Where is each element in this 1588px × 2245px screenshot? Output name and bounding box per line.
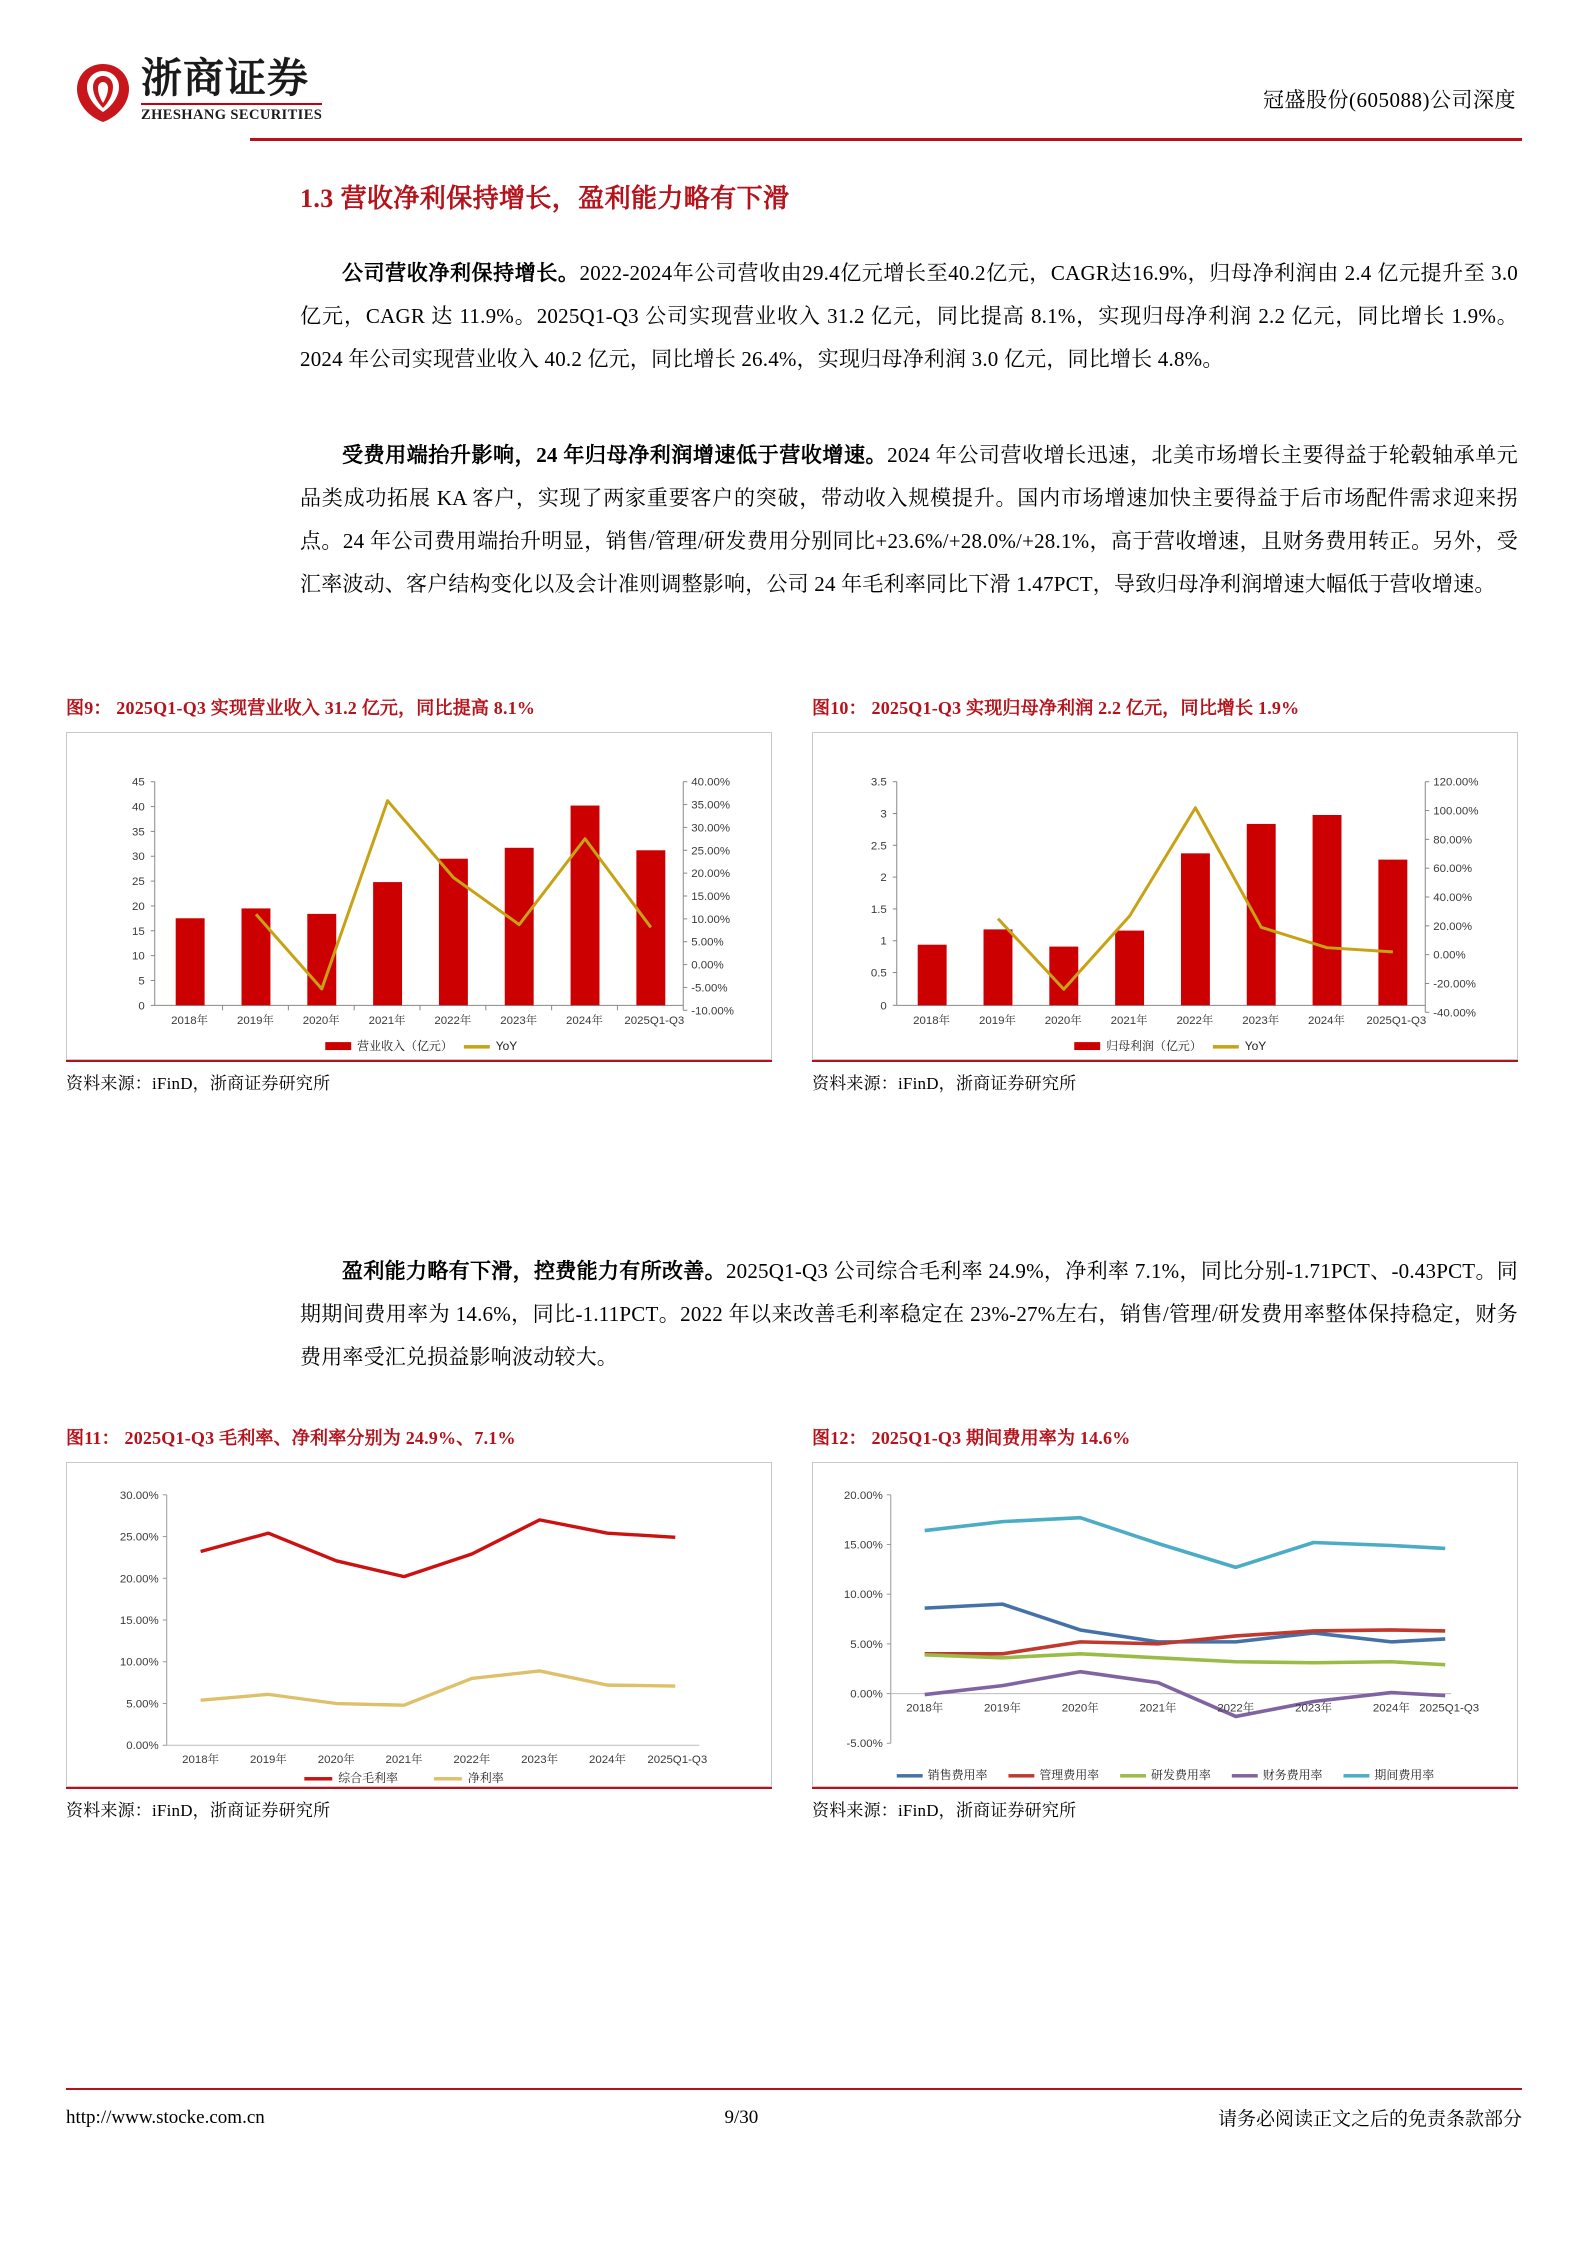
fig9-legend [325,1038,517,1053]
figure-9-caption: 图9： 2025Q1-Q3 实现营业收入 31.2 亿元，同比提高 8.1% [66,698,536,718]
figure-12 [812,1424,1518,1821]
svg-text:财务费用率: 财务费用率 [1262,1768,1323,1783]
fig9-x-labels [171,1005,684,1027]
figure-11-chart [66,1462,772,1787]
svg-text:2023年: 2023年 [1295,1702,1333,1715]
svg-text:-40.00%: -40.00% [1433,1007,1476,1020]
svg-text:归母利润（亿元）: 归母利润（亿元） [1106,1039,1202,1054]
paragraph-2-body: 2024 年公司营收增长迅速，北美市场增长主要得益于轮毂轴承单元品类成功拓展 KA 客户，实现了两家重要客户的突破，带动收入规模提升。国内市场增速加快主要得益于后市场配件需求迎来拐点。24 年公司费用端抬升明显，销售/管理/研发费用分别同比+23.6%/+28.0%/+28.1%，高于营收增速，且财务费用转正。另外，受汇率波动、客户结构变化以及会计准则调整影响，公司 24 年毛利率同比下滑 1.47PCT，导致归母净利润增速大幅低于营收增速。 [300,443,1518,596]
footer-divider [66,2088,1522,2090]
svg-text:30.00%: 30.00% [119,1489,159,1502]
svg-text:0.00%: 0.00% [691,959,724,972]
margin-line-chart [67,1463,771,1786]
header-divider [250,138,1522,141]
svg-text:2021年: 2021年 [1139,1702,1177,1715]
fig10-legend [1074,1038,1266,1053]
figure-11 [66,1424,772,1821]
svg-text:2025Q1-Q3: 2025Q1-Q3 [1366,1015,1427,1028]
fig12-sales-expense-line [925,1604,1446,1642]
logo-chinese-text: 浙商证券 [141,55,309,101]
fig12-admin-expense-line [925,1630,1446,1654]
svg-text:0.00%: 0.00% [850,1688,883,1701]
figure-12-caption: 图12： 2025Q1-Q3 期间费用率为 14.6% [812,1428,1131,1448]
svg-text:20.00%: 20.00% [691,868,731,881]
svg-text:5: 5 [138,975,145,988]
fig12-period-expense-line [925,1518,1446,1568]
svg-text:YoY: YoY [1244,1039,1267,1054]
paragraph-2-lead: 受费用端抬升影响，24 年归母净利润增速低于营收增速。 [342,443,888,467]
fig9-right-axis [683,777,734,1018]
svg-text:2023年: 2023年 [1242,1015,1280,1028]
paragraph-1 [300,252,1518,381]
figure-10-chart [812,732,1518,1060]
fig9-bars [176,806,666,1006]
section-heading: 1.3 营收净利保持增长，盈利能力略有下滑 [300,184,790,213]
svg-text:35: 35 [132,826,145,839]
svg-text:15.00%: 15.00% [691,890,731,903]
svg-text:10.00%: 10.00% [691,913,731,926]
svg-text:2.5: 2.5 [870,840,887,853]
svg-text:0: 0 [880,1000,887,1013]
revenue-bar-chart [67,733,771,1059]
svg-text:15.00%: 15.00% [119,1615,159,1627]
svg-text:2021年: 2021年 [1110,1015,1148,1028]
figure-9-source: 资料来源：iFinD，浙商证券研究所 [66,1074,331,1093]
svg-text:2024年: 2024年 [566,1015,604,1028]
svg-text:-20.00%: -20.00% [1433,978,1476,991]
svg-text:-5.00%: -5.00% [691,982,728,995]
svg-text:40.00%: 40.00% [691,776,731,789]
svg-text:5.00%: 5.00% [126,1698,159,1711]
svg-text:0.5: 0.5 [870,967,887,980]
fig11-legend [304,1770,503,1785]
svg-text:0.00%: 0.00% [1433,949,1466,962]
svg-text:10: 10 [132,950,145,963]
figure-10-caption: 图10： 2025Q1-Q3 实现归母净利润 2.2 亿元，同比增长 1.9% [812,698,1300,718]
footer-url[interactable]: http://www.stocke.com.cn [66,2106,265,2128]
svg-text:30.00%: 30.00% [691,822,731,835]
footer-page-number: 9/30 [724,2106,759,2128]
svg-text:2018年: 2018年 [906,1702,944,1715]
fig10-right-axis [1425,777,1478,1020]
svg-text:2024年: 2024年 [1372,1702,1410,1715]
svg-text:2022年: 2022年 [434,1015,472,1028]
svg-text:综合毛利率: 综合毛利率 [338,1771,399,1786]
svg-text:2024年: 2024年 [588,1754,626,1767]
paragraph-3-body: 2025Q1-Q3 公司综合毛利率 24.9%，净利率 7.1%，同比分别-1.71PCT、-0.43PCT。同期期间费用率为 14.6%，同比-1.11PCT。2022 年以来改善毛利率稳定在 23%-27%左右，销售/管理/研发费用率整体保持稳定，财务费用率受汇兑损益影响波动较大。 [300,1259,1518,1369]
svg-text:研发费用率: 研发费用率 [1151,1768,1211,1783]
svg-text:管理费用率: 管理费用率 [1039,1768,1100,1783]
svg-text:20.00%: 20.00% [119,1573,159,1586]
svg-text:2020年: 2020年 [1061,1702,1099,1715]
svg-text:5.00%: 5.00% [850,1638,883,1651]
svg-text:期间费用率: 期间费用率 [1374,1768,1435,1783]
svg-text:2022年: 2022年 [1217,1702,1255,1715]
svg-text:2019年: 2019年 [249,1754,287,1767]
svg-text:2018年: 2018年 [171,1015,209,1028]
svg-text:2019年: 2019年 [979,1015,1016,1028]
svg-text:0.00%: 0.00% [126,1740,159,1753]
svg-text:20.00%: 20.00% [843,1489,883,1502]
zheshang-logo-icon [75,62,131,124]
figure-11-source: 资料来源：iFinD，浙商证券研究所 [66,1801,331,1820]
svg-text:60.00%: 60.00% [1433,863,1473,876]
svg-text:40.00%: 40.00% [1433,891,1473,904]
paragraph-2 [300,434,1518,606]
svg-text:2019年: 2019年 [236,1015,274,1028]
svg-text:10.00%: 10.00% [843,1589,883,1602]
fig12-x-labels [906,1700,1479,1714]
fig11-net-margin-line [201,1671,676,1705]
svg-text:2018年: 2018年 [182,1754,220,1767]
expense-ratio-line-chart [813,1463,1517,1786]
svg-text:30: 30 [132,851,145,864]
footer-notice: 请务必阅读正文之后的免责条款部分 [1217,2109,1522,2130]
svg-text:2023年: 2023年 [500,1015,538,1028]
svg-text:营业收入（亿元）: 营业收入（亿元） [357,1039,453,1054]
svg-text:80.00%: 80.00% [1433,834,1473,847]
svg-text:20: 20 [132,900,145,913]
svg-text:2021年: 2021年 [368,1015,406,1028]
paragraph-1-lead: 公司营收净利保持增长。 [342,261,580,285]
svg-text:25.00%: 25.00% [119,1531,159,1544]
svg-text:2025Q1-Q3: 2025Q1-Q3 [1419,1702,1480,1715]
svg-text:25.00%: 25.00% [691,845,731,858]
svg-text:2019年: 2019年 [983,1702,1021,1715]
svg-text:15: 15 [132,925,145,938]
svg-text:2018年: 2018年 [913,1015,951,1028]
svg-text:1: 1 [880,935,887,948]
svg-text:15.00%: 15.00% [843,1539,883,1552]
page-footer [66,2104,1522,2131]
fig11-y-axis [120,1490,167,1752]
company-logo [75,55,323,124]
svg-text:100.00%: 100.00% [1433,805,1479,818]
svg-text:2022年: 2022年 [453,1754,491,1767]
svg-text:-5.00%: -5.00% [846,1738,883,1751]
svg-text:45: 45 [132,776,145,789]
svg-text:35.00%: 35.00% [691,799,731,812]
svg-text:5.00%: 5.00% [691,936,724,949]
net-profit-bar-chart [813,733,1517,1059]
figure-12-source: 资料来源：iFinD，浙商证券研究所 [812,1801,1077,1820]
svg-text:2025Q1-Q3: 2025Q1-Q3 [647,1754,708,1767]
fig10-x-labels [913,1013,1426,1027]
fig10-left-axis [871,777,897,1013]
svg-text:2020年: 2020年 [302,1015,340,1028]
svg-text:2020年: 2020年 [1044,1015,1082,1028]
figure-9 [66,694,772,1094]
svg-text:25: 25 [132,876,145,889]
fig12-y-axis [844,1490,891,1750]
svg-text:10.00%: 10.00% [119,1656,159,1669]
fig12-legend [897,1767,1434,1782]
svg-text:1.5: 1.5 [870,903,887,916]
svg-text:3.5: 3.5 [870,776,887,789]
svg-text:2024年: 2024年 [1308,1015,1346,1028]
figure-12-chart [812,1462,1518,1787]
paragraph-3-lead: 盈利能力略有下滑，控费能力有所改善。 [342,1259,726,1283]
fig11-gross-margin-line [201,1520,676,1577]
figure-10-source: 资料来源：iFinD，浙商证券研究所 [812,1074,1077,1093]
paragraph-3 [300,1250,1518,1379]
svg-text:2022年: 2022年 [1176,1015,1214,1028]
fig10-bars [918,815,1408,1005]
svg-text:YoY: YoY [495,1039,518,1054]
svg-text:2023年: 2023年 [521,1754,559,1767]
fig9-left-axis [132,777,155,1013]
svg-text:3: 3 [880,808,887,821]
figure-11-caption: 图11： 2025Q1-Q3 毛利率、净利率分别为 24.9%、7.1% [66,1428,516,1448]
paragraph-1-body: 2022-2024年公司营收由29.4亿元增长至40.2亿元，CAGR达16.9%，归母净利润由 2.4 亿元提升至 3.0 亿元，CAGR 达 11.9%。2025Q1-Q3 公司实现营业收入 31.2 亿元，同比提高 8.1%，实现归母净利润 2.2 亿元，同比增长 1.9%。2024 年公司实现营业收入 40.2 亿元，同比增长 26.4%，实现归母净利润 3.0 亿元，同比增长 4.8%。 [300,261,1519,371]
fig11-x-labels [182,1752,707,1766]
svg-text:120.00%: 120.00% [1433,776,1479,789]
figure-9-chart [66,732,772,1060]
logo-english-text: ZHESHANG SECURITIES [141,107,323,123]
svg-text:0: 0 [138,1000,145,1013]
svg-text:-10.00%: -10.00% [691,1005,734,1018]
figure-10 [812,694,1518,1094]
page-header [0,0,1588,160]
svg-text:2020年: 2020年 [317,1754,355,1767]
svg-text:2021年: 2021年 [385,1754,423,1767]
svg-text:40: 40 [132,801,145,814]
logo-divider [141,103,322,105]
document-title: 冠盛股份(605088)公司深度 [1263,88,1516,112]
svg-text:2025Q1-Q3: 2025Q1-Q3 [624,1015,685,1028]
svg-text:20.00%: 20.00% [1433,920,1473,933]
svg-text:净利率: 净利率 [467,1771,504,1786]
svg-text:2: 2 [880,872,887,885]
svg-text:销售费用率: 销售费用率 [927,1768,988,1783]
